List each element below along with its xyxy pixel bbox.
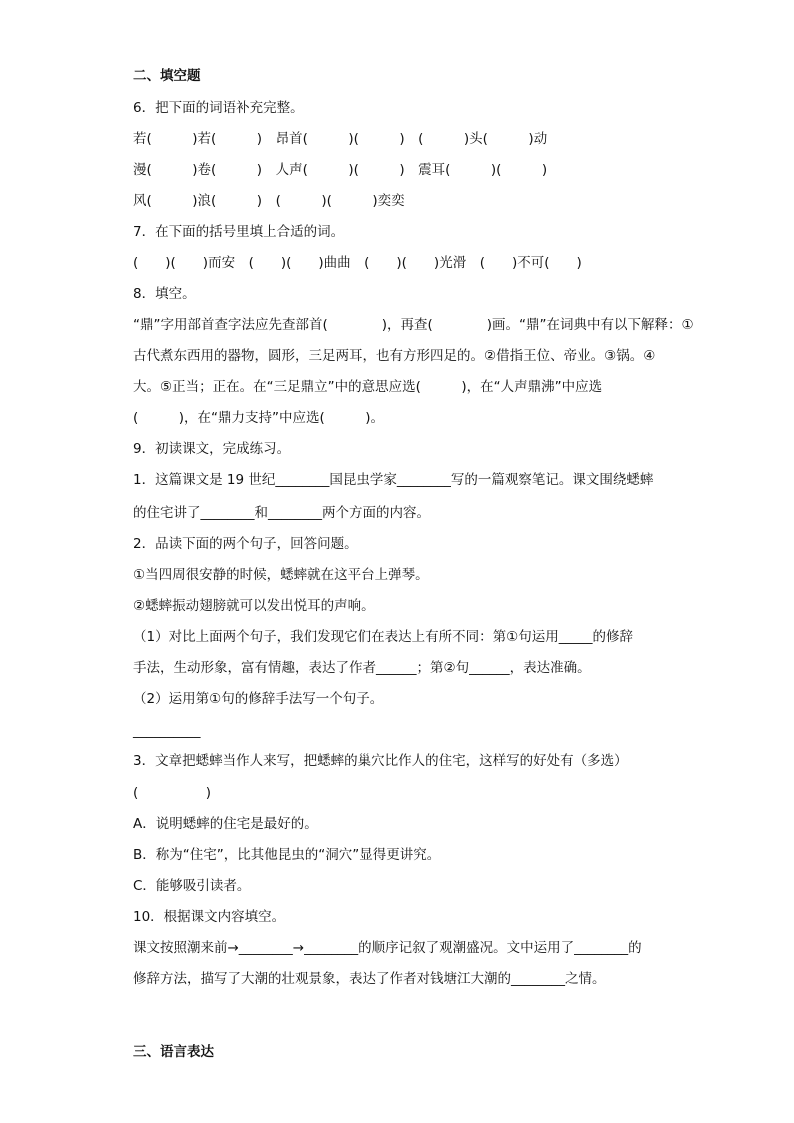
q8-line-1: “鼎”字用部首查字法应先查部首( )，再查( )画。“鼎”在词典中有以下解释：① [133, 317, 694, 333]
q10-prompt: 10．根据课文内容填空。 [133, 909, 286, 925]
q9-part1-line-1: （1）对比上面两个句子，我们发现它们在表达上有所不同：第①句运用_____的修辞 [133, 629, 633, 645]
q9-answer-blank: __________ [133, 723, 201, 739]
q10-line-1: 课文按照潮来前→________→________的顺序记叙了观潮盛况。文中运用了________的 [133, 940, 642, 956]
q9-sub1-line-2: 的住宅讲了________和________两个方面的内容。 [133, 505, 430, 521]
option-b: B．称为“住宅”，比其他昆虫的“洞穴”显得更讲究。 [133, 847, 441, 863]
q8-line-2: 古代煮东西用的器物，圆形，三足两耳，也有方形四足的。②借指王位、帝业。③锅。④ [133, 348, 656, 364]
q9-sub2-prompt: 2．品读下面的两个句子，回答问题。 [133, 536, 358, 552]
q10-line-2: 修辞方法，描写了大潮的壮观景象，表达了作者对钱塘江大潮的________之情。 [133, 971, 606, 987]
section-heading-language-expression: 三、语言表达 [133, 1044, 214, 1060]
q9-sub1-line-1: 1．这篇课文是 19 世纪________国昆虫学家________写的一篇观察笔记。课文围绕蟋蟀 [133, 472, 654, 488]
q9-sub3-answer-paren: ( ) [133, 785, 212, 801]
section-heading-fill-blank: 二、填空题 [133, 68, 201, 84]
q8-prompt: 8．填空。 [133, 286, 196, 302]
option-a: A．说明蟋蟀的住宅是最好的。 [133, 816, 318, 832]
q8-line-4: ( )，在“鼎力支持”中应选( )。 [133, 410, 385, 426]
q9-part2: （2）运用第①句的修辞手法写一个句子。 [133, 691, 384, 707]
q9-part1-line-2: 手法，生动形象，富有情趣，表达了作者______；第②句______，表达准确。 [133, 660, 591, 676]
q6-row-3: 风( )浪( ) ( )( )奕奕 [133, 193, 405, 209]
q6-prompt: 6．把下面的词语补充完整。 [133, 100, 304, 116]
q9-sentence-2: ②蟋蟀振动翅膀就可以发出悦耳的声响。 [133, 598, 375, 614]
q7-prompt: 7．在下面的括号里填上合适的词。 [133, 224, 345, 240]
q6-row-1: 若( )若( ) 昂首( )( ) ( )头( )动 [133, 131, 548, 147]
q8-line-3: 大。⑤正当；正在。在“三足鼎立”中的意思应选( )，在“人声鼎沸”中应选 [133, 379, 603, 395]
q9-prompt: 9．初读课文，完成练习。 [133, 441, 291, 457]
q9-sentence-1: ①当四周很安静的时候，蟋蟀就在这平台上弹琴。 [133, 567, 429, 583]
q9-sub3-prompt: 3．文章把蟋蟀当作人来写，把蟋蟀的巢穴比作人的住宅，这样写的好处有（多选） [133, 753, 628, 769]
option-c: C．能够吸引读者。 [133, 878, 251, 894]
q7-line: ( )( )而安 ( )( )曲曲 ( )( )光滑 ( )不可( ) [133, 255, 582, 271]
q6-row-2: 漫( )卷( ) 人声( )( ) 震耳( )( ) [133, 162, 548, 178]
